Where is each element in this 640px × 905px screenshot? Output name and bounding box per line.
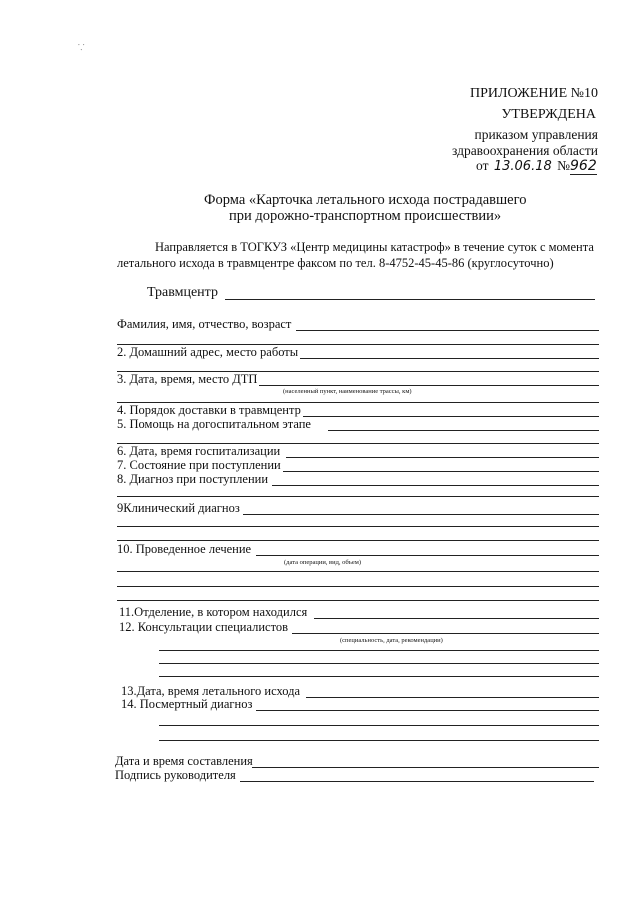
order-date: 13.06.18 (493, 159, 552, 174)
consultations-label: 12. Консультации специалистов (119, 620, 289, 634)
treatment-field[interactable] (256, 555, 599, 556)
admission-state-label: 7. Состояние при поступлении (117, 458, 281, 472)
accident-field[interactable] (259, 385, 599, 386)
signature-label: Подпись руководителя (115, 768, 236, 782)
order-number: 962 (570, 158, 597, 174)
admission-state-field[interactable] (283, 471, 599, 472)
department-label: 11.Отделение, в котором находился (119, 605, 308, 619)
treatment-field-2[interactable] (117, 571, 599, 572)
delivery-label: 4. Порядок доставки в травмцентр (117, 403, 301, 417)
scan-speck: ⸪ (78, 43, 85, 52)
death-time-field[interactable] (306, 697, 599, 698)
admission-diagnosis-field-2[interactable] (117, 496, 599, 497)
postmortem-field[interactable] (256, 710, 599, 711)
clinical-diagnosis-field-2[interactable] (117, 526, 599, 527)
hospitalization-label: 6. Дата, время госпитализации (117, 444, 281, 458)
postmortem-field-3[interactable] (159, 740, 599, 741)
full-name-field[interactable] (296, 330, 599, 331)
clinical-diagnosis-label: 9Клинический диагноз (117, 501, 240, 515)
address-label: 2. Домашний адрес, место работы (117, 345, 299, 359)
accident-label: 3. Дата, время, место ДТП (117, 372, 258, 386)
order-date-line (476, 158, 597, 174)
signature-field[interactable] (240, 781, 594, 782)
appendix-number: ПРИЛОЖЕНИЕ №10 (470, 86, 598, 101)
intro-line1: Направляется в ТОГКУЗ «Центр медицины катастроф» в течение суток с момента (155, 240, 594, 254)
form-title-line1: Форма «Карточка летального исхода пострадавшего (204, 192, 527, 208)
postmortem-label: 14. Посмертный диагноз (121, 697, 253, 711)
order-line: приказом управления (474, 127, 598, 142)
consultations-field-2[interactable] (159, 650, 599, 651)
form-title-line2: при дорожно-транспортном происшествии» (229, 208, 502, 224)
approved-label: УТВЕРЖДЕНА (501, 107, 596, 122)
number-prefix: № (557, 158, 571, 173)
consultations-hint: (специальность, дата, рекомендации) (340, 637, 443, 644)
accident-hint: (населенный пункт, наименование трассы, км) (283, 388, 412, 395)
admission-diagnosis-label: 8. Диагноз при поступлении (117, 472, 269, 486)
clinical-diagnosis-field[interactable] (243, 514, 599, 515)
compiled-label: Дата и время составления (115, 754, 253, 768)
address-field[interactable] (300, 358, 599, 359)
treatment-field-3[interactable] (117, 586, 599, 587)
compiled-field[interactable] (252, 767, 599, 768)
department-field[interactable] (314, 618, 599, 619)
prehospital-label: 5. Помощь на догоспитальном этапе (117, 417, 311, 431)
consultations-field[interactable] (292, 633, 599, 634)
consultations-field-3[interactable] (159, 663, 599, 664)
delivery-field[interactable] (303, 416, 599, 417)
clinical-diagnosis-field-3[interactable] (117, 540, 599, 541)
consultations-field-4[interactable] (159, 676, 599, 677)
intro-line2: летального исхода в травмцентре факсом по тел. 8-4752-45-45-86 (круглосуточно) (117, 256, 554, 270)
date-prefix: от (476, 158, 489, 173)
treatment-field-4[interactable] (117, 600, 599, 601)
prehospital-field[interactable] (328, 430, 599, 431)
department-line: здравоохранения области (451, 143, 598, 158)
admission-diagnosis-field[interactable] (272, 485, 599, 486)
trauma-center-label: Травмцентр (147, 285, 218, 300)
treatment-label: 10. Проведенное лечение (117, 542, 252, 556)
full-name-label: Фамилия, имя, отчество, возраст (117, 317, 292, 331)
death-time-label: 13.Дата, время летального исхода (121, 684, 301, 698)
hospitalization-field[interactable] (286, 457, 599, 458)
postmortem-field-2[interactable] (159, 725, 599, 726)
treatment-hint: (дата операции, вид, объем) (284, 559, 362, 566)
trauma-center-field[interactable] (225, 299, 595, 300)
